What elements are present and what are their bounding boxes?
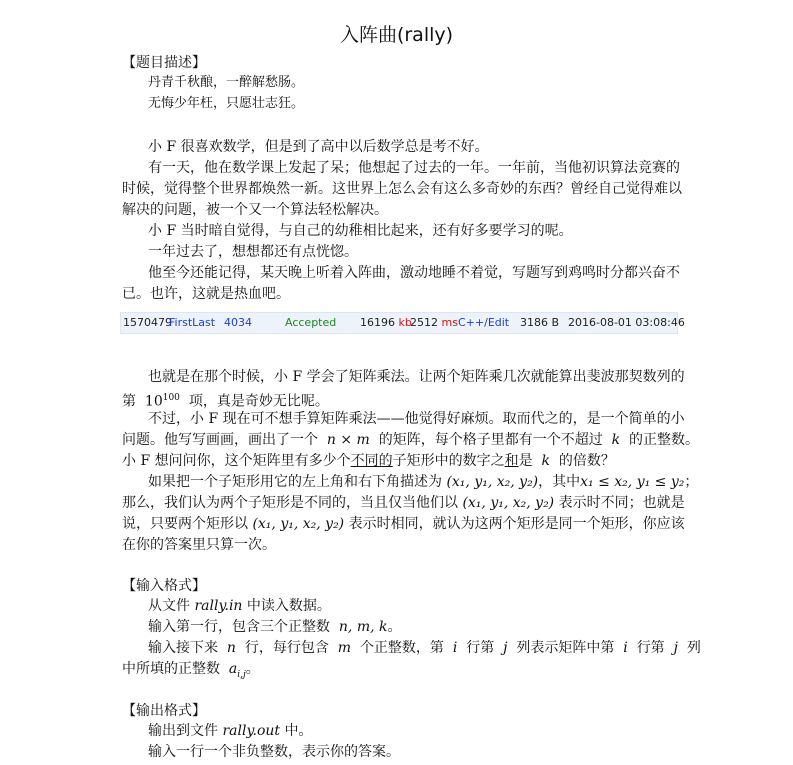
problem-line-2: 第 $10^{100}$ 项，真是奇妙无比呢。	[122, 393, 329, 410]
input-line-2: 输入第一行，包含三个正整数 n, m, k。	[148, 619, 402, 635]
poem-line-2: 无悔少年枉，只愿壮志狂。	[148, 96, 305, 111]
story-line-7: 他至今还能记得，某天晚上听着入阵曲，激动地睡不着觉，写题写到鸡鸣时分都兴奋不	[148, 265, 680, 281]
input-line-4: 中所填的正整数 $a_{i,j}$。	[122, 661, 260, 680]
problem-line-8: 说，只要两个矩形以 (x₁, y₁, x₂, y₂) 表示时相同，就认为这两个矩形是同一个矩形，你应该	[122, 516, 685, 532]
output-line-1: 输出到文件 rally.out 中。	[148, 723, 313, 739]
story-line-2: 有一天，他在数学课上发起了呆；他想起了过去的一年。一年前，当他初识算法竞赛的	[148, 160, 680, 176]
input-line-3: 输入接下来 n 行，每行包含 m 个正整数，第 i 行第 j 列表示矩阵中第 i 行第 j 列	[148, 640, 701, 656]
section-description-heading: 【题目描述】	[122, 55, 206, 71]
section-output-heading: 【输出格式】	[122, 703, 206, 719]
input-line-1: 从文件 rally.in 中读入数据。	[148, 598, 331, 614]
output-line-2: 输入一行一个非负整数，表示你的答案。	[148, 744, 400, 760]
story-line-5: 小 F 当时暗自觉得，与自己的幼稚相比起来，还有好多要学习的呢。	[148, 223, 573, 239]
section-input-heading: 【输入格式】	[122, 578, 206, 594]
story-line-1: 小 F 很喜欢数学，但是到了高中以后数学总是考不好。	[148, 139, 489, 155]
submission-id: 1570479	[123, 316, 172, 329]
submission-code-length: 3186 B	[520, 316, 560, 329]
story-line-6: 一年过去了，想想都还有点恍惚。	[148, 244, 358, 260]
poem-line-1: 丹青千秋酿，一醉解愁肠。	[148, 75, 305, 90]
problem-line-7: 那么，我们认为两个子矩形是不同的，当且仅当他们以 (x₁, y₁, x₂, y₂) 表示时不同；也就是	[122, 495, 685, 511]
submission-date: 2016-08-01 03:08:46	[568, 316, 685, 329]
problem-line-3: 不过，小 F 现在可不想手算矩阵乘法——他觉得好麻烦。取而代之的，是一个简单的小	[148, 411, 685, 427]
problem-line-1: 也就是在那个时候，小 F 学会了矩阵乘法。让两个矩阵乘几次就能算出斐波那契数列的	[148, 369, 685, 385]
submission-record-row	[120, 312, 685, 334]
problem-line-6: 如果把一个子矩形用它的左上角和右下角描述为 (x₁, y₁, x₂, y₂)，其中x₁ ≤ x₂, y₁ ≤ y₂；	[148, 474, 699, 490]
story-line-8: 已。也许，这就是热血吧。	[122, 286, 290, 302]
submission-time: 2512 ms	[410, 316, 458, 329]
page-title: 入阵曲(rally)	[339, 24, 454, 46]
problem-line-9: 在你的答案里只算一次。	[122, 537, 276, 553]
problem-line-4: 问题。他写写画画，画出了一个 n × m 的矩阵，每个格子里都有一个不超过 k 的正整数。	[122, 432, 700, 448]
submission-problem-link[interactable]: 4034	[224, 316, 252, 329]
submission-language-link[interactable]: C++/Edit	[458, 316, 510, 329]
story-line-3: 时候，觉得整个世界都焕然一新。这世界上怎么会有这么多奇妙的东西？曾经自己觉得难以	[122, 181, 682, 197]
submission-memory: 16196 kb	[360, 316, 412, 329]
story-line-4: 解决的问题，被一个又一个算法轻松解决。	[122, 202, 388, 218]
submission-result: Accepted	[285, 316, 337, 329]
problem-line-5: 小 F 想问问你，这个矩阵里有多少个不同的子矩形中的数字之和是 k 的倍数？	[122, 453, 615, 469]
submission-user-link[interactable]: FirstLast	[169, 316, 216, 329]
